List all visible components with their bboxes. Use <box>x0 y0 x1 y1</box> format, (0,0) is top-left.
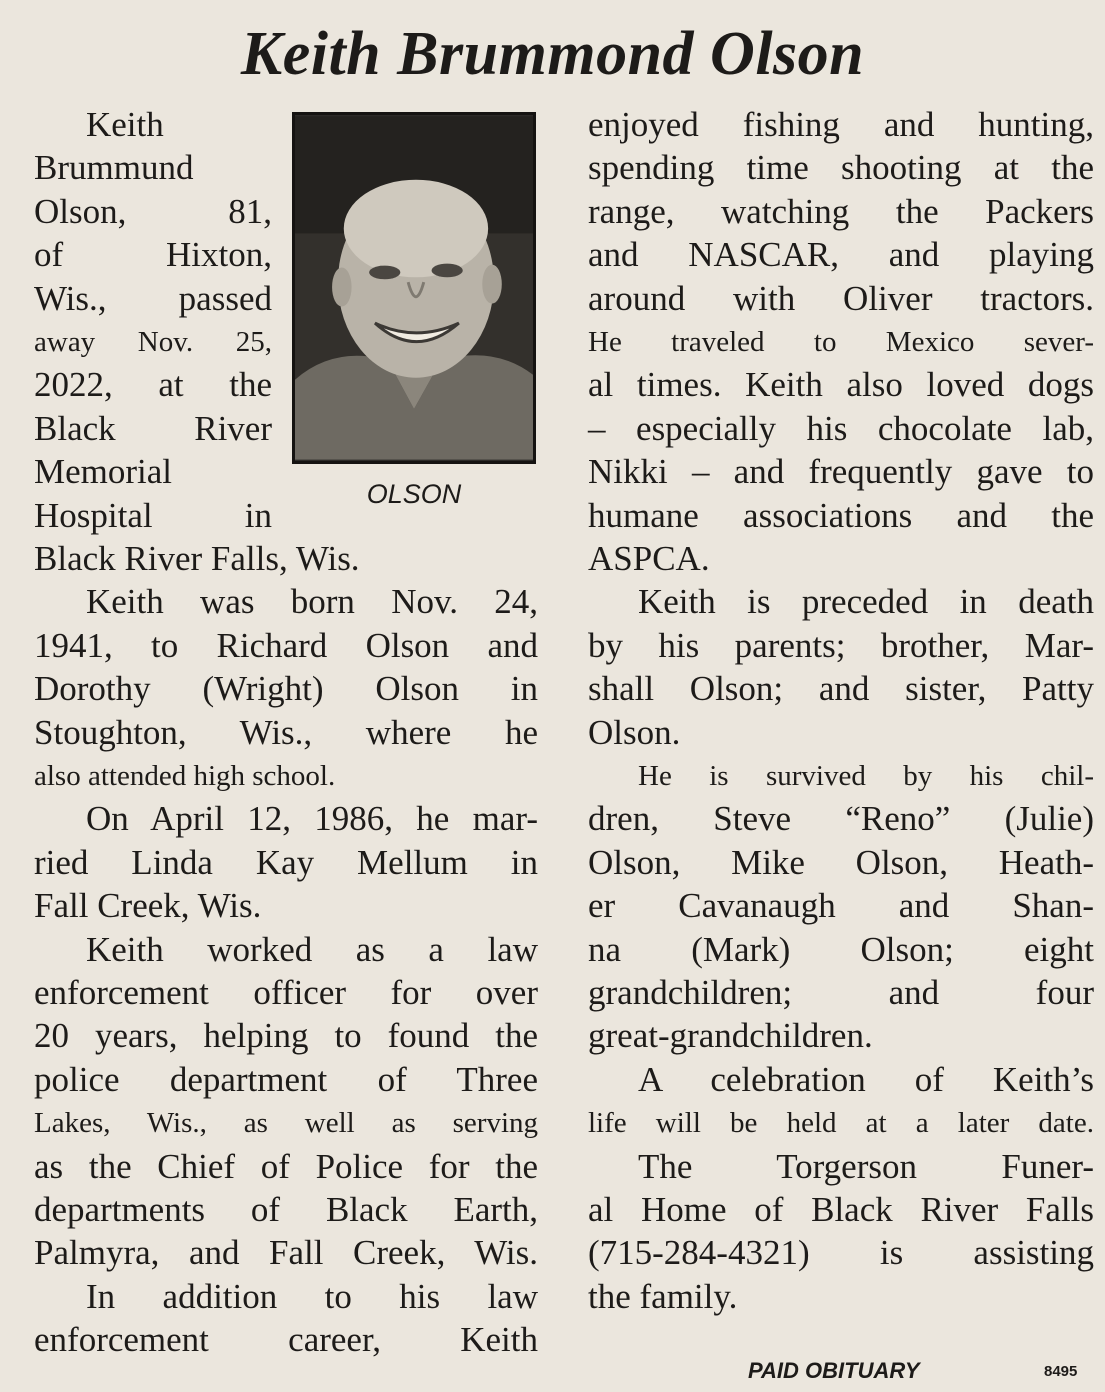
ad-code: 8495 <box>1044 1363 1078 1380</box>
column-right-line: The Torgerson Funer- <box>638 1146 1094 1186</box>
column-right-line: Olson. <box>588 712 681 752</box>
column-left-line: 2022, at the <box>34 365 272 405</box>
column-right-line: A celebration of Keith’s <box>638 1059 1094 1099</box>
column-right-line: na (Mark) Olson; eight <box>588 929 1094 969</box>
column-left-line: Hospital in <box>34 495 272 535</box>
column-left-line: enforcement career, Keith <box>34 1320 538 1360</box>
column-right-line: great-grandchildren. <box>588 1016 873 1056</box>
column-left-line: away Nov. 25, <box>34 326 272 358</box>
column-right-line: and NASCAR, and playing <box>588 235 1094 275</box>
column-left-line: Stoughton, Wis., where he <box>34 712 538 752</box>
column-left-line: enforcement officer for over <box>34 973 538 1012</box>
column-left-line: of Hixton, <box>34 235 272 275</box>
column-left-line: police department of Three <box>34 1059 538 1099</box>
column-left-line: 20 years, helping to found the <box>34 1016 538 1056</box>
column-right-line: Nikki – and frequently gave to <box>588 452 1094 492</box>
column-right-line: spending time shooting at the <box>588 148 1094 188</box>
column-right-line: He is survived by his chil- <box>638 760 1094 792</box>
portrait-photo <box>292 112 536 464</box>
column-right-line: humane associations and the <box>588 495 1094 535</box>
column-left-line: In addition to his law <box>86 1276 538 1316</box>
photo-caption: OLSON <box>366 479 462 509</box>
column-right-line: life will be held at a later date. <box>588 1107 1094 1140</box>
column-right-line: er Cavanaugh and Shan- <box>588 886 1094 926</box>
column-right-line: around with Oliver tractors. <box>588 278 1094 318</box>
paid-obituary-label: PAID OBITUARY <box>748 1358 920 1383</box>
column-right-line: range, watching the Packers <box>588 191 1094 231</box>
column-left-line: Dorothy (Wright) Olson in <box>34 669 538 709</box>
column-left-line: Olson, 81, <box>34 191 272 231</box>
column-right-line: grandchildren; and four <box>588 973 1094 1012</box>
column-left-line: Memorial <box>34 452 173 492</box>
column-left-line: as the Chief of Police for the <box>34 1146 538 1186</box>
column-left-line: On April 12, 1986, he mar- <box>86 799 538 839</box>
column-right-line: (715-284-4321) is assisting <box>588 1233 1094 1273</box>
column-left-line: also attended high school. <box>34 760 336 792</box>
column-left-line: Lakes, Wis., as well as serving <box>34 1107 538 1140</box>
column-left-line: Black River Falls, Wis. <box>34 539 360 578</box>
column-right-line: Keith is preceded in death <box>638 582 1094 622</box>
column-right-line: dren, Steve “Reno” (Julie) <box>588 799 1094 839</box>
column-left-line: Keith was born Nov. 24, <box>86 582 538 622</box>
column-left-line: Fall Creek, Wis. <box>34 886 262 926</box>
column-left-line: Wis., passed <box>34 278 272 318</box>
column-right-line: shall Olson; and sister, Patty <box>588 669 1094 709</box>
column-right-line: Olson, Mike Olson, Heath- <box>588 842 1094 882</box>
column-right-line: He traveled to Mexico sever- <box>588 326 1094 358</box>
column-left-line: Keith worked as a law <box>86 929 538 969</box>
column-right-line: – especially his chocolate lab, <box>588 408 1094 448</box>
column-left-line: Brummund <box>34 148 194 188</box>
column-right-line: al times. Keith also loved dogs <box>588 365 1094 405</box>
column-left-line: departments of Black Earth, <box>34 1190 538 1229</box>
column-left-line: Palmyra, and Fall Creek, Wis. <box>34 1233 538 1273</box>
portrait-icon <box>295 115 533 461</box>
column-left-line: ried Linda Kay Mellum in <box>34 842 538 882</box>
column-left-line: Black River <box>34 408 272 448</box>
column-right-line: the family. <box>588 1276 738 1316</box>
headline: Keith Brummond Olson <box>240 20 865 88</box>
column-right-line: by his parents; brother, Mar- <box>588 625 1094 665</box>
column-right-line: enjoyed fishing and hunting, <box>588 105 1094 144</box>
column-right-line: ASPCA. <box>588 539 710 578</box>
column-left-line: 1941, to Richard Olson and <box>34 625 538 665</box>
column-right-line: al Home of Black River Falls <box>588 1190 1094 1229</box>
column-left-line: Keith <box>86 105 164 144</box>
